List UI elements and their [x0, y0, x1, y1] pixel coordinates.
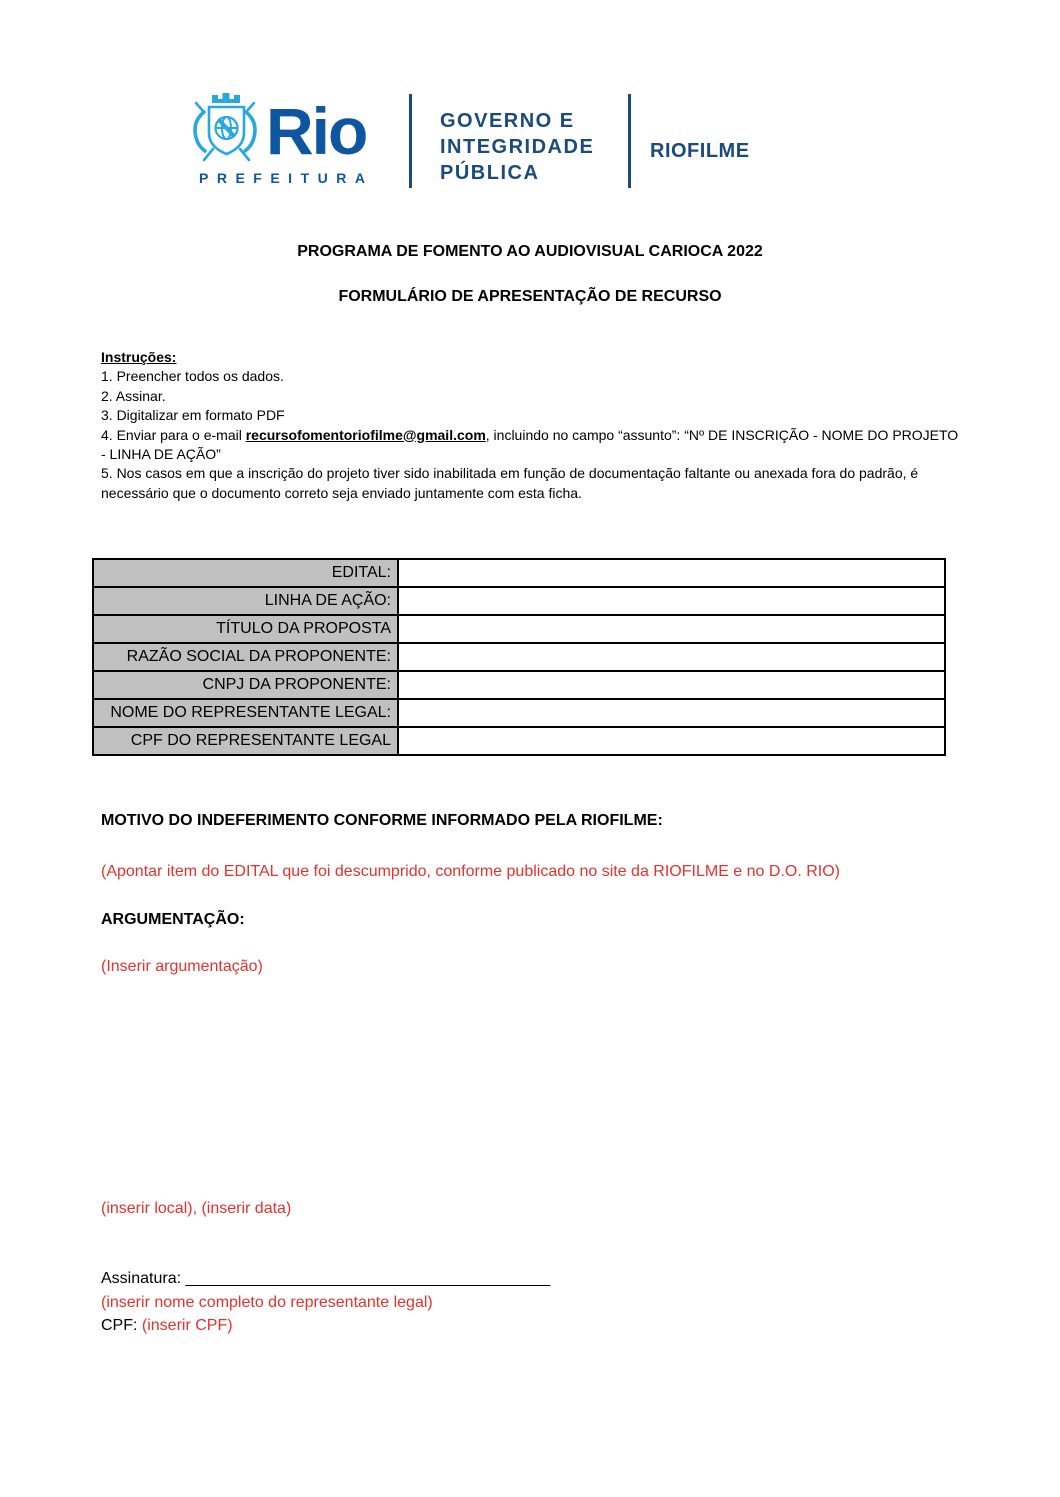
field-value-cpf-representante[interactable]	[398, 727, 945, 755]
motivo-indeferimento-placeholder: (Apontar item do EDITAL que foi descumprido, conforme publicado no site da RIOFILME e no D.O. RIO)	[101, 863, 840, 880]
table-row-cpf-representante	[93, 727, 945, 755]
table-row-edital	[93, 559, 945, 587]
logo-divider	[628, 94, 631, 188]
signature-block	[101, 1267, 550, 1338]
instruction-item-4-prefix: 4. Enviar para o e-mail	[101, 426, 246, 443]
field-label-cpf-representante: CPF DO REPRESENTANTE LEGAL	[93, 727, 398, 755]
instruction-item-4	[101, 426, 959, 465]
field-value-nome-representante[interactable]	[398, 699, 945, 727]
instruction-item-3: 3. Digitalizar em formato PDF	[101, 407, 285, 424]
department-line: PÚBLICA	[440, 162, 540, 184]
department-name	[440, 108, 594, 186]
signature-underline[interactable]: _________________________________________	[185, 1270, 551, 1287]
assinatura-label: Assinatura:	[101, 1270, 186, 1287]
representative-name-placeholder: (inserir nome completo do representante legal)	[101, 1293, 433, 1311]
field-value-linha-de-acao[interactable]	[398, 587, 945, 615]
signature-line	[101, 1267, 550, 1291]
instruction-item-4-suffix: , incluindo no campo “assunto”: “Nº DE INSCRIÇÃO - NOME DO PROJETO - LINHA DE AÇÃO”	[101, 426, 959, 463]
rio-coat-of-arms-icon	[188, 88, 262, 171]
program-title: PROGRAMA DE FOMENTO AO AUDIOVISUAL CARIOCA 2022	[297, 243, 763, 260]
department-line: GOVERNO E	[440, 110, 575, 132]
field-value-cnpj[interactable]	[398, 671, 945, 699]
instruction-item-2: 2. Assinar.	[101, 387, 166, 404]
field-value-titulo-da-proposta[interactable]	[398, 615, 945, 643]
cpf-label: CPF:	[101, 1317, 142, 1334]
recourse-email-address: recursofomentoriofilme@gmail.com	[245, 426, 486, 443]
cpf-placeholder: (inserir CPF)	[141, 1317, 233, 1334]
riofilme-logo-text: RIOFILME	[650, 140, 750, 162]
field-value-razao-social[interactable]	[398, 643, 945, 671]
table-row-razao-social	[93, 643, 945, 671]
field-label-cnpj: CNPJ DA PROPONENTE:	[93, 671, 398, 699]
instruction-item-5: 5. Nos casos em que a inscrição do projeto tiver sido inabilitada em função de documentação faltante ou anexada fora do padrão, é necessário que o documento correto seja enviado juntamente com esta ficha.	[101, 465, 919, 501]
logo-divider	[409, 94, 412, 188]
motivo-indeferimento-heading: MOTIVO DO INDEFERIMENTO CONFORME INFORMADO PELA RIOFILME:	[101, 812, 663, 829]
field-label-titulo-da-proposta: TÍTULO DA PROPOSTA	[93, 615, 398, 643]
rio-logo-text: Rio	[266, 94, 367, 168]
field-label-razao-social: RAZÃO SOCIAL DA PROPONENTE:	[93, 643, 398, 671]
form-title: FORMULÁRIO DE APRESENTAÇÃO DE RECURSO	[338, 288, 722, 305]
application-info-table	[92, 558, 946, 756]
prefeitura-logo-text: PREFEITURA	[199, 170, 374, 186]
table-row-linha-de-acao	[93, 587, 945, 615]
argumentacao-placeholder: (Inserir argumentação)	[101, 958, 263, 975]
table-row-titulo-da-proposta	[93, 615, 945, 643]
instruction-item-1: 1. Preencher todos os dados.	[101, 368, 284, 385]
instructions-heading: Instruções:	[101, 349, 177, 365]
field-value-edital[interactable]	[398, 559, 945, 587]
table-row-cnpj	[93, 671, 945, 699]
table-row-nome-representante	[93, 699, 945, 727]
cpf-line	[101, 1314, 550, 1338]
local-data-placeholder: (inserir local), (inserir data)	[101, 1200, 292, 1217]
field-label-nome-representante: NOME DO REPRESENTANTE LEGAL:	[93, 699, 398, 727]
argumentacao-heading: ARGUMENTAÇÃO:	[101, 911, 245, 928]
instructions-block	[101, 348, 959, 503]
department-line: INTEGRIDADE	[440, 136, 595, 158]
field-label-edital: EDITAL:	[93, 559, 398, 587]
field-label-linha-de-acao: LINHA DE AÇÃO:	[93, 587, 398, 615]
